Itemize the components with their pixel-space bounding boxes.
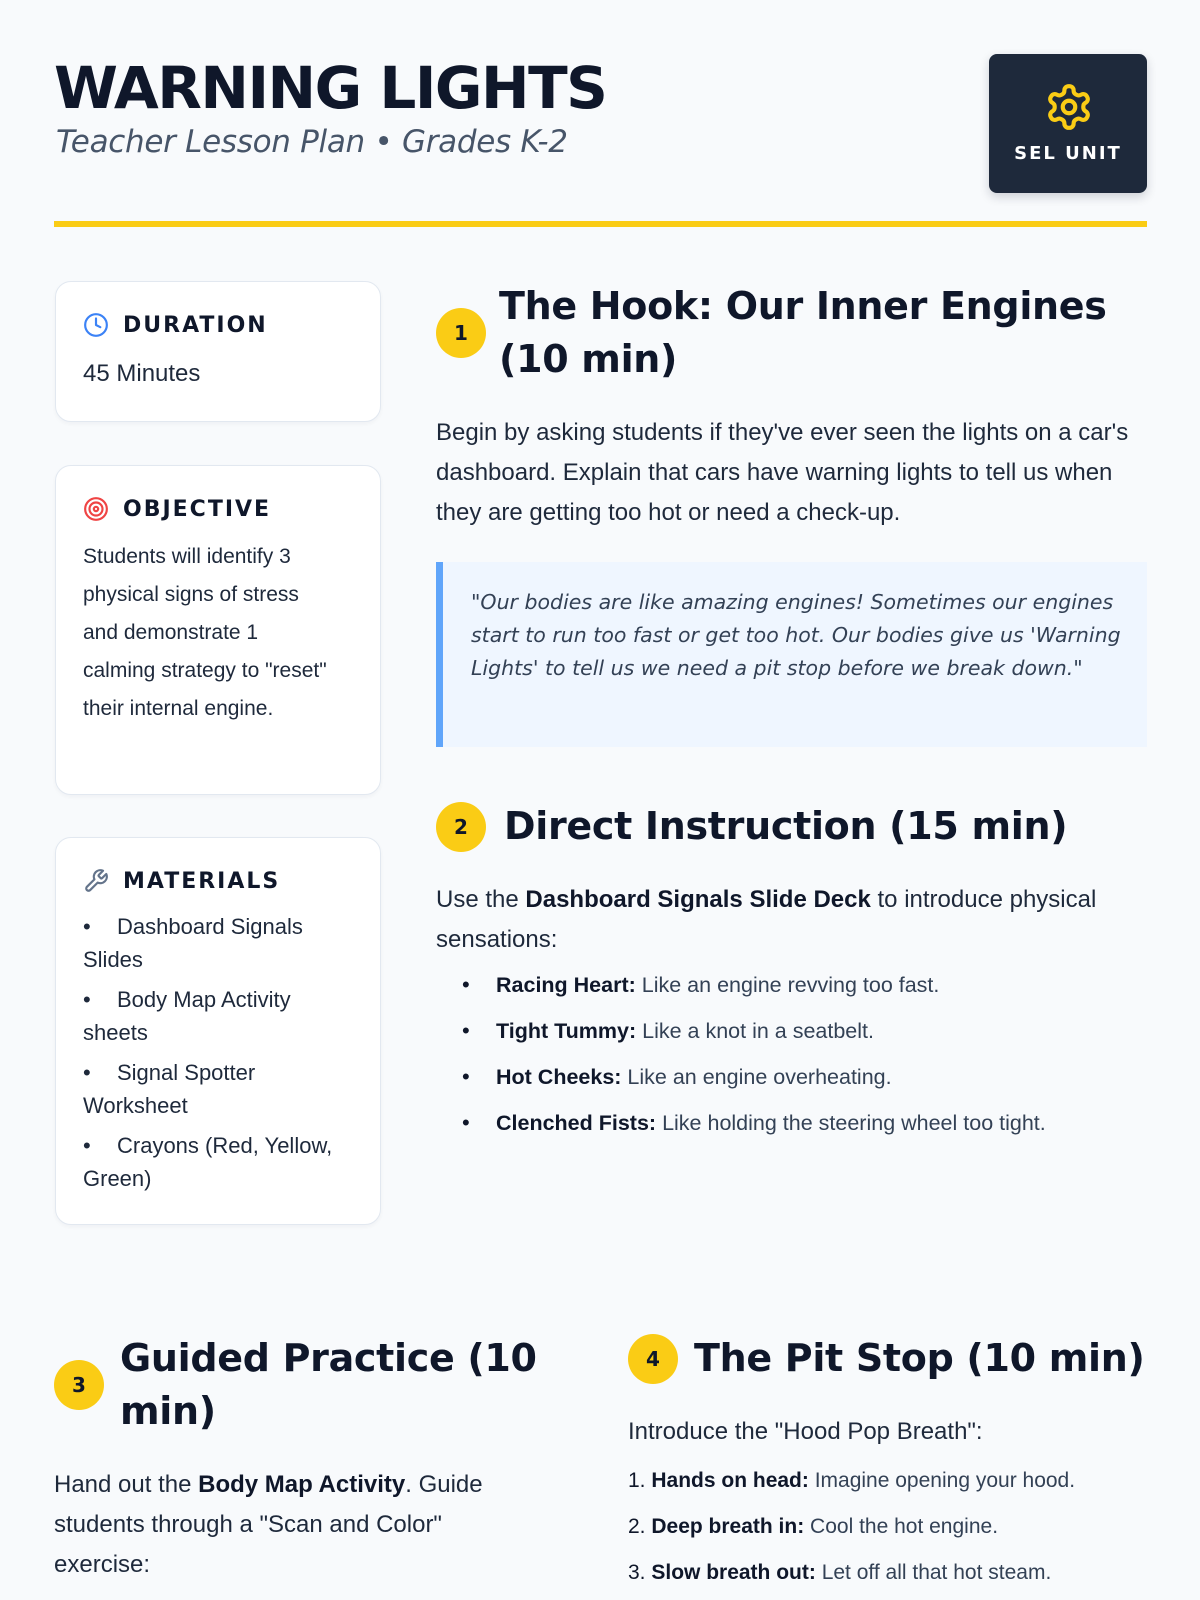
bullet-icon: • bbox=[83, 987, 91, 1012]
pitstop-steps bbox=[628, 1466, 1188, 1600]
list-item: • Signal Spotter Worksheet bbox=[83, 1056, 350, 1122]
materials-list bbox=[83, 910, 350, 1202]
target-icon bbox=[83, 496, 109, 522]
sel-unit-badge bbox=[989, 54, 1147, 193]
bullet-icon: • bbox=[83, 914, 91, 939]
page-subtitle: Teacher Lesson Plan • Grades K-2 bbox=[56, 124, 568, 160]
list-item: • Hot Cheeks: Like an engine overheating. bbox=[462, 1062, 1162, 1092]
hook-heading: The Hook: Our Inner Engines (10 min) bbox=[499, 284, 1107, 381]
bullet-icon: • bbox=[83, 1133, 91, 1158]
section-number-4: 4 bbox=[628, 1334, 678, 1384]
list-item: • Crayons (Red, Yellow, Green) bbox=[83, 1129, 350, 1195]
section-number-2: 2 bbox=[436, 802, 486, 852]
hook-text: Begin by asking students if they've ever seen the lights on a car's dashboard. Explain that cars have warning lights to tell us when they are getting too hot or need a check-up. bbox=[436, 419, 1129, 526]
objective-card bbox=[55, 465, 381, 795]
instruction-intro: Use the Dashboard Signals Slide Deck to introduce physical sensations: bbox=[436, 886, 1097, 953]
materials-card bbox=[55, 837, 381, 1225]
list-item: • Dashboard Signals Slides bbox=[83, 910, 350, 976]
list-item: • Body Map Activity sheets bbox=[83, 983, 350, 1049]
list-item: 1. Hands on head: Imagine opening your hood. bbox=[628, 1469, 1076, 1492]
quote-text: "Our bodies are like amazing engines! Sometimes our engines start to run too fast or get too hot. Our bodies give us 'Warning Lights' to tell us we need a pit stop before we break down." bbox=[471, 590, 1121, 680]
gear-icon bbox=[1044, 82, 1094, 132]
list-item: 3. Slow breath out: Let off all that hot steam. bbox=[628, 1561, 1052, 1584]
materials-title: MATERIALS bbox=[123, 868, 281, 894]
objective-text: Students will identify 3 physical signs of stress and demonstrate 1 calming strategy to "reset" their internal engine. bbox=[83, 545, 327, 720]
list-item: • Tight Tummy: Like a knot in a seatbelt. bbox=[462, 1016, 1162, 1046]
practice-heading: Guided Practice (10 min) bbox=[120, 1336, 537, 1433]
list-item: 2. Deep breath in: Cool the hot engine. bbox=[628, 1515, 999, 1538]
sensations-list bbox=[462, 970, 1162, 1154]
page-title: WARNING LIGHTS bbox=[54, 54, 607, 122]
instruction-heading: Direct Instruction (15 min) bbox=[504, 804, 1068, 848]
header-divider bbox=[54, 221, 1147, 227]
pitstop-heading: The Pit Stop (10 min) bbox=[694, 1336, 1145, 1380]
clock-icon bbox=[83, 312, 109, 338]
list-item: • Racing Heart: Like an engine revving too fast. bbox=[462, 970, 1162, 1000]
practice-intro: Hand out the Body Map Activity. Guide students through a "Scan and Color" exercise: bbox=[54, 1471, 483, 1578]
duration-card bbox=[55, 281, 381, 422]
section-number-3: 3 bbox=[54, 1360, 104, 1410]
hook-quote bbox=[436, 562, 1147, 747]
section-number-1: 1 bbox=[436, 308, 486, 358]
bullet-icon: • bbox=[83, 1060, 91, 1085]
duration-title: DURATION bbox=[123, 312, 268, 338]
wrench-icon bbox=[83, 868, 109, 894]
list-item: • Clenched Fists: Like holding the steering wheel too tight. bbox=[462, 1108, 1162, 1138]
objective-title: OBJECTIVE bbox=[123, 496, 272, 522]
badge-label: SEL UNIT bbox=[1014, 143, 1122, 164]
duration-value: 45 Minutes bbox=[83, 360, 201, 387]
pitstop-intro: Introduce the "Hood Pop Breath": bbox=[628, 1418, 983, 1445]
